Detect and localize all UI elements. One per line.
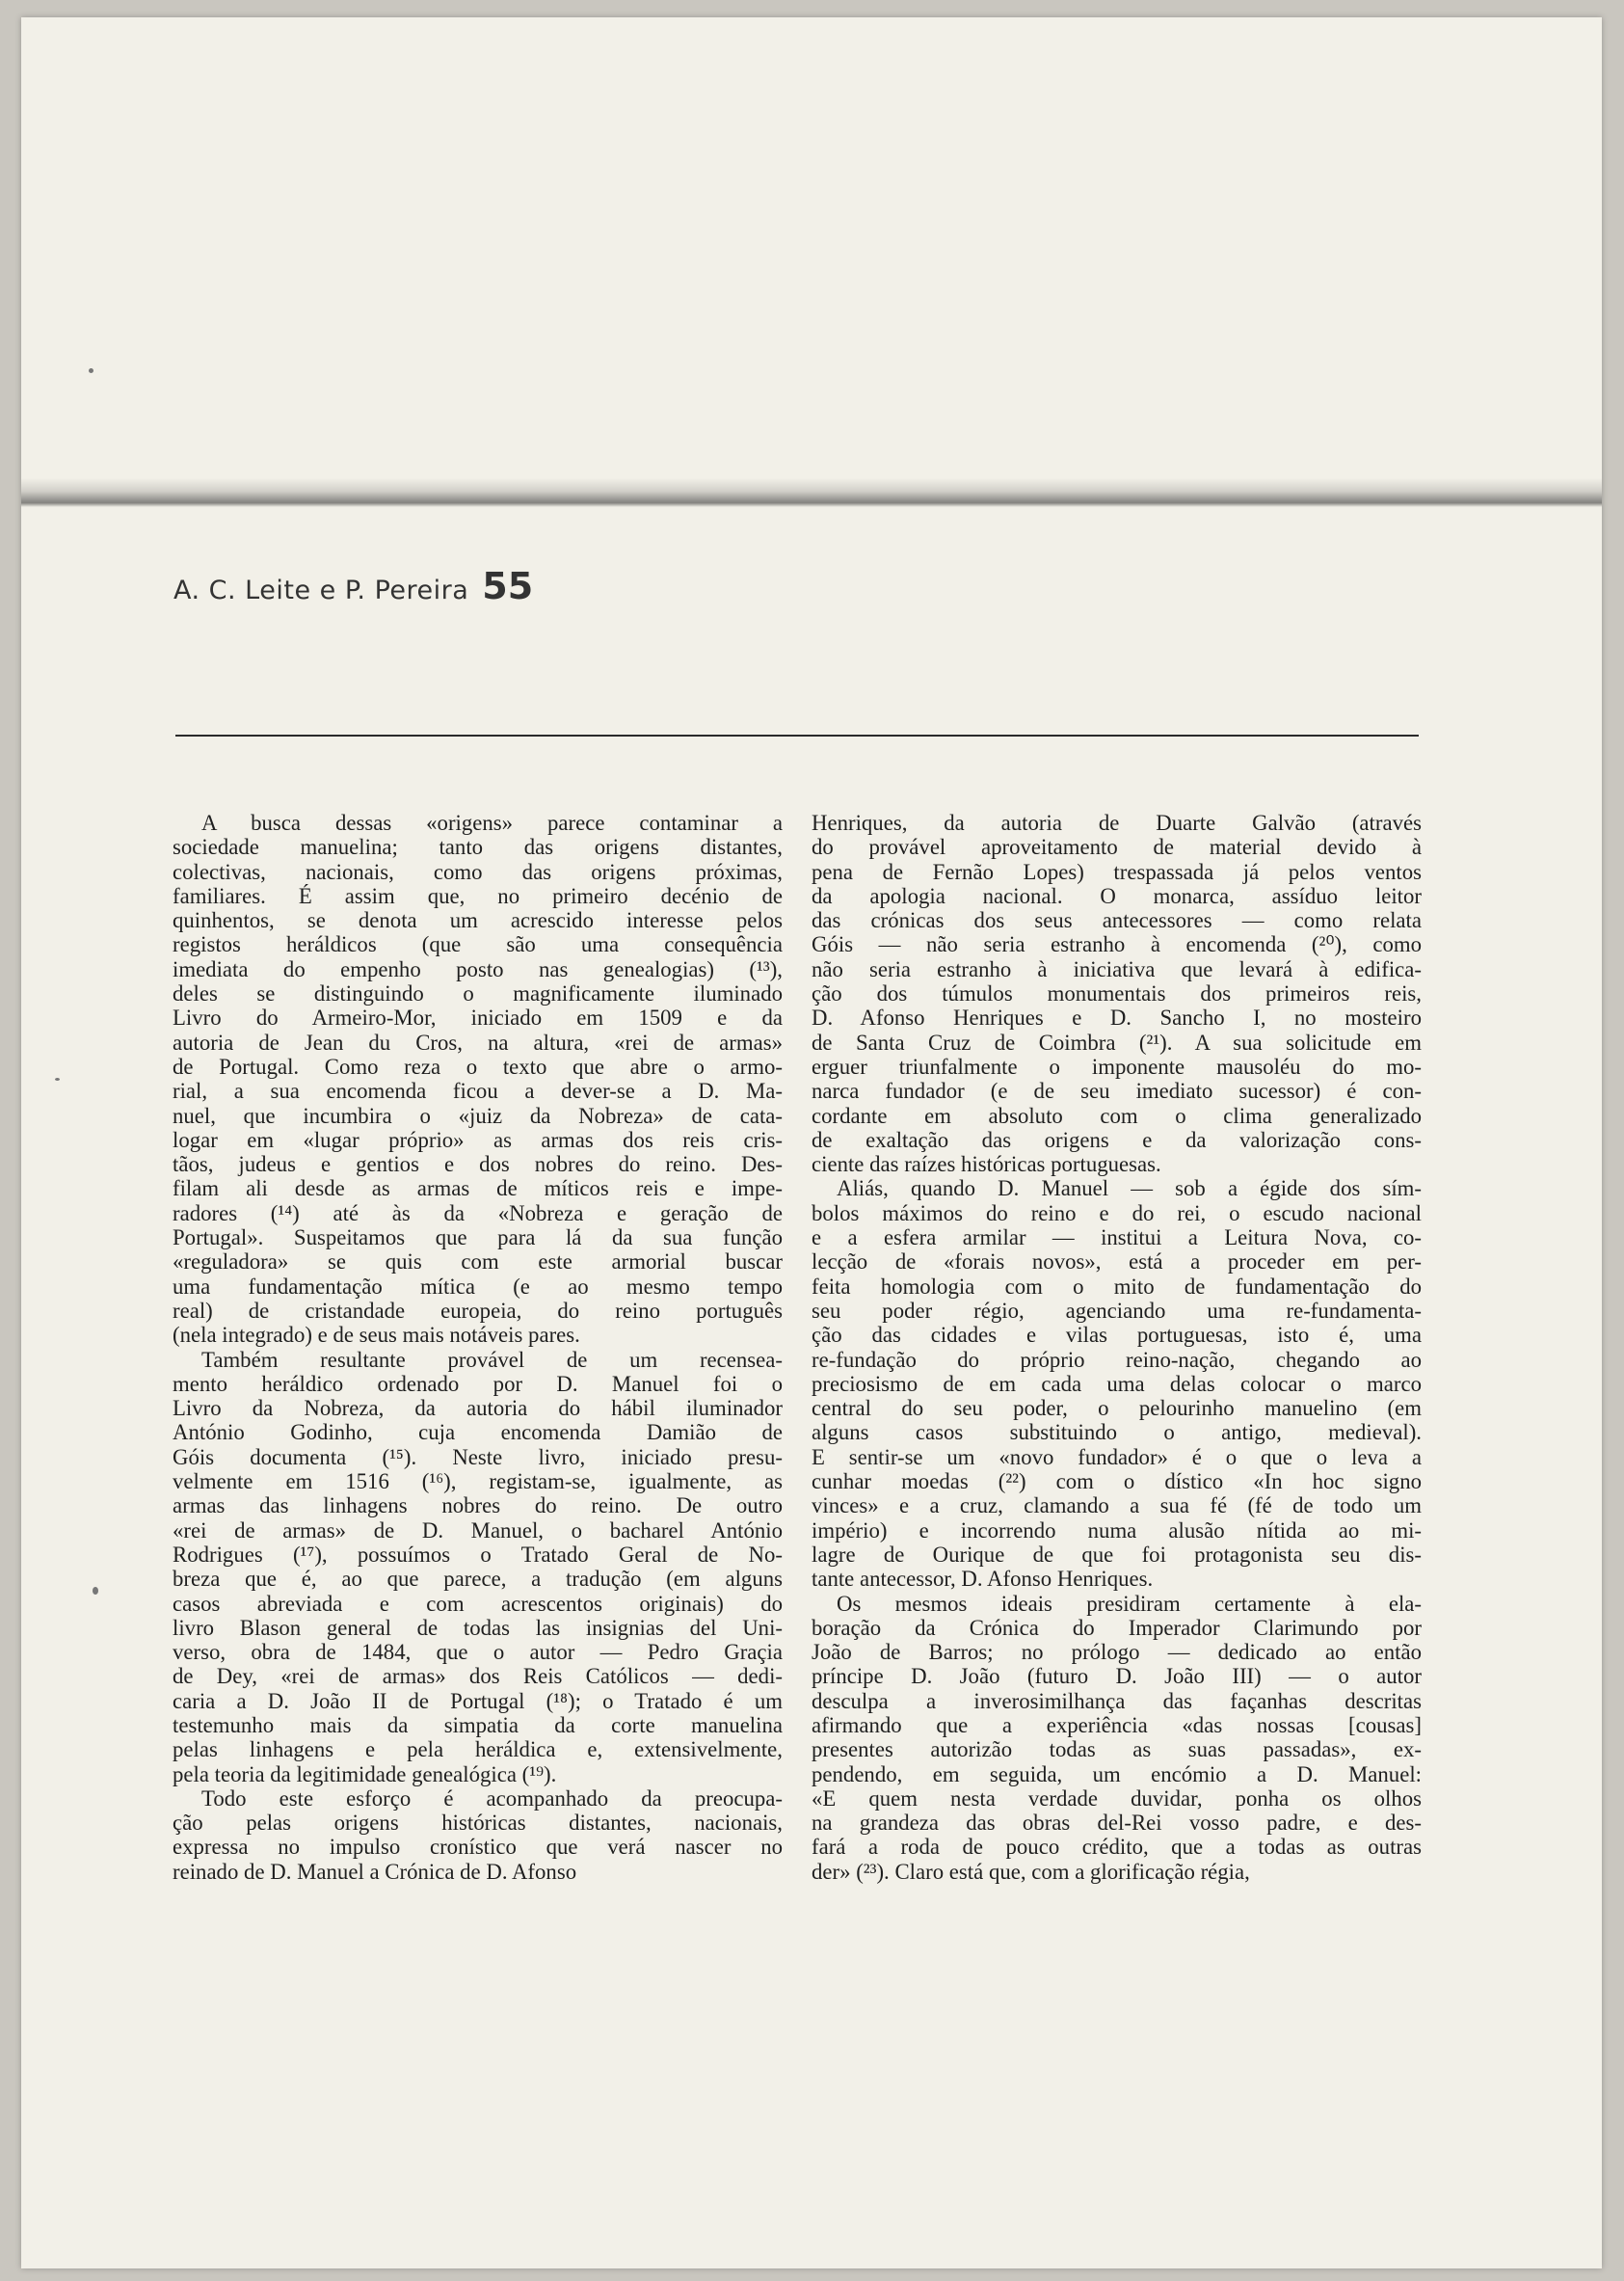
text-line: velmente em 1516 (¹⁶), registam-se, igualmente, as [173,1469,783,1494]
text-line: ção pelas origens históricas distantes, nacionais, [173,1811,783,1836]
text-line: ciente das raízes históricas portuguesas. [812,1152,1161,1177]
text-line: de Santa Cruz de Coimbra (²¹). A sua solicitude em [812,1030,1422,1055]
paper-speck [93,1587,98,1595]
text-line: filam ali desde as armas de míticos reis e impe- [173,1176,783,1201]
text-line: sociedade manuelina; tanto das origens distantes, [173,835,783,860]
text-line: pendendo, em seguida, um encómio a D. Manuel: [812,1761,1422,1786]
text-line: registos heráldicos (que são uma consequência [173,932,783,957]
page-number: 55 [482,565,534,607]
text-line: verso, obra de 1484, que o autor — Pedro Graçia [173,1640,783,1665]
text-line: ção dos túmulos monumentais dos primeiros reis, [812,981,1422,1006]
text-line: pena de Fernão Lopes) trespassada já pelos ventos [812,859,1422,884]
text-line: de Portugal. Como reza o texto que abre o armo- [173,1054,783,1079]
text-line: seu poder régio, agenciando uma re-fundamenta- [812,1298,1422,1323]
text-line: uma fundamentação mítica (e ao mesmo tempo [173,1274,783,1299]
text-line: Os mesmos ideais presidiram certamente à ela- [837,1591,1422,1616]
text-line: vinces» e a cruz, clamando a sua fé (fé de todo um [812,1493,1422,1518]
text-line: e a esfera armilar — institui a Leitura Nova, co- [812,1225,1422,1250]
text-line: livro Blason general de todas las insignias del Uni- [173,1615,783,1640]
text-line: império) e incorrendo numa alusão nítida ao mi- [812,1517,1422,1543]
text-line: D. Afonso Henriques e D. Sancho I, no mosteiro [812,1006,1422,1031]
text-line: pelas linhagens e pela heráldica e, extensivelmente, [173,1737,783,1762]
text-line: nuel, que incumbira o «juiz da Nobreza» de cata- [173,1103,783,1128]
text-line: das crónicas dos seus antecessores — como relata [812,908,1422,933]
text-line: Livro da Nobreza, da autoria do hábil iluminador [173,1396,783,1421]
text-line: familiares. É assim que, no primeiro decénio de [173,883,783,908]
text-line: de Dey, «rei de armas» dos Reis Católicos — dedi- [173,1664,783,1689]
text-line: (nela integrado) e de seus mais notáveis pares. [173,1323,580,1348]
text-line: re-fundação do próprio reino-nação, chegando ao [812,1347,1422,1372]
text-line: alguns casos substituindo o antigo, medieval). [812,1420,1422,1445]
text-line: armas das linhagens nobres do reino. De outro [173,1493,783,1518]
text-line: lagre de Ourique de que foi protagonista seu dis- [812,1542,1422,1567]
text-line: testemunho mais da simpatia da corte manuelina [173,1712,783,1737]
fold-crease [21,478,1602,507]
text-line: erguer triunfalmente o imponente mausoléu do mo- [812,1054,1422,1079]
text-line: expressa no impulso cronístico que verá nascer no [173,1835,783,1860]
text-line: quinhentos, se denota um acrescido interesse pelos [173,908,783,933]
text-line: «E quem nesta verdade duvidar, ponha os olhos [812,1785,1422,1811]
left-column [173,811,783,1884]
text-line: Portugal». Suspeitamos que para lá da sua função [173,1225,783,1250]
text-line: na grandeza das obras del-Rei vosso padre, e des- [812,1811,1422,1836]
text-line: radores (¹⁴) até às da «Nobreza e geração de [173,1200,783,1225]
text-line: rial, a sua encomenda ficou a dever-se a D. Ma- [173,1079,783,1104]
text-line: colectivas, nacionais, como das origens próximas, [173,859,783,884]
text-line: feita homologia com o mito de fundamentação do [812,1274,1422,1299]
text-line: casos abreviada e com acrescentos originais) do [173,1591,783,1616]
text-line: mento heráldico ordenado por D. Manuel foi o [173,1371,783,1396]
text-line: preciosismo de em cada uma delas colocar o marco [812,1371,1422,1396]
text-line: central do seu poder, o pelourinho manuelino (em [812,1396,1422,1421]
text-line: A busca dessas «origens» parece contaminar a [201,811,783,835]
paper-speck [89,368,93,373]
text-line: Góis — não seria estranho à encomenda (²⁰), como [812,932,1422,957]
text-line: boração da Crónica do Imperador Clarimundo por [812,1615,1422,1640]
right-column [812,811,1422,1884]
text-line: real) de cristandade europeia, do reino português [173,1298,783,1323]
text-line: autoria de Jean du Cros, na altura, «rei de armas» [173,1030,783,1055]
text-line: desculpa a inverosimilhança das façanhas descritas [812,1688,1422,1713]
text-line: bolos máximos do reino e do rei, o escudo nacional [812,1200,1422,1225]
text-line: E sentir-se um «novo fundador» é o que o leva a [812,1444,1422,1469]
text-line: de exaltação das origens e da valorização cons- [812,1127,1422,1152]
text-line: Aliás, quando D. Manuel — sob a égide dos sím- [837,1176,1422,1201]
text-line: fará a roda de pouco crédito, que a todas as outras [812,1835,1422,1860]
text-line: «rei de armas» de D. Manuel, o bacharel António [173,1517,783,1543]
text-line: Livro do Armeiro-Mor, iniciado em 1509 e da [173,1006,783,1031]
text-line: do provável aproveitamento de material devido à [812,835,1422,860]
text-line: logar em «lugar próprio» as armas dos reis cris- [173,1127,783,1152]
text-line: «reguladora» se quis com este armorial buscar [173,1249,783,1275]
header-rule [175,735,1419,737]
text-line: caria a D. João II de Portugal (¹⁸); o Tratado é um [173,1688,783,1713]
text-line: der» (²³). Claro está que, com a glorificação régia, [812,1859,1250,1884]
running-header [173,565,533,607]
text-line: Rodrigues (¹⁷), possuímos o Tratado Geral de No- [173,1542,783,1567]
text-line: tante antecessor, D. Afonso Henriques. [812,1567,1154,1592]
text-line: príncipe D. João (futuro D. João III) — o autor [812,1664,1422,1689]
text-line: narca fundador (e de seu imediato sucessor) é con- [812,1079,1422,1104]
text-line: tãos, judeus e gentios e dos nobres do reino. Des- [173,1152,783,1177]
text-line: António Godinho, cuja encomenda Damião de [173,1420,783,1445]
text-line: cunhar moedas (²²) com o dístico «In hoc signo [812,1469,1422,1494]
text-line: João de Barros; no prólogo — dedicado ao então [812,1640,1422,1665]
text-line: lecção de «forais novos», está a proceder em per- [812,1249,1422,1275]
text-line: Todo este esforço é acompanhado da preocupa- [201,1785,783,1811]
text-line: presentes autorizão todas as suas passadas», ex- [812,1737,1422,1762]
text-line: não seria estranho à iniciativa que levará à edifica- [812,956,1422,981]
text-line: ção das cidades e vilas portuguesas, isto é, uma [812,1323,1422,1348]
text-line: deles se distinguindo o magnificamente iluminado [173,981,783,1006]
paper-speck [55,1078,60,1081]
text-line: pela teoria da legitimidade genealógica (¹⁹). [173,1761,557,1786]
text-line: da apologia nacional. O monarca, assíduo leitor [812,883,1422,908]
text-line: Góis documenta (¹⁵). Neste livro, iniciado presu- [173,1444,783,1469]
paper-sheet [21,17,1602,2268]
text-line: Henriques, da autoria de Duarte Galvão (através [812,811,1422,835]
text-line: cordante em absoluto com o clima generalizado [812,1103,1422,1128]
text-line: Também resultante provável de um recensea- [201,1347,783,1372]
text-line: reinado de D. Manuel a Crónica de D. Afonso [173,1859,577,1884]
text-line: breza que é, ao que parece, a tradução (em alguns [173,1567,783,1592]
text-line: afirmando que a experiência «das nossas [cousas] [812,1712,1422,1737]
text-line: imediata do empenho posto nas genealogias) (¹³), [173,956,783,981]
header-author: A. C. Leite e P. Pereira [173,576,469,605]
